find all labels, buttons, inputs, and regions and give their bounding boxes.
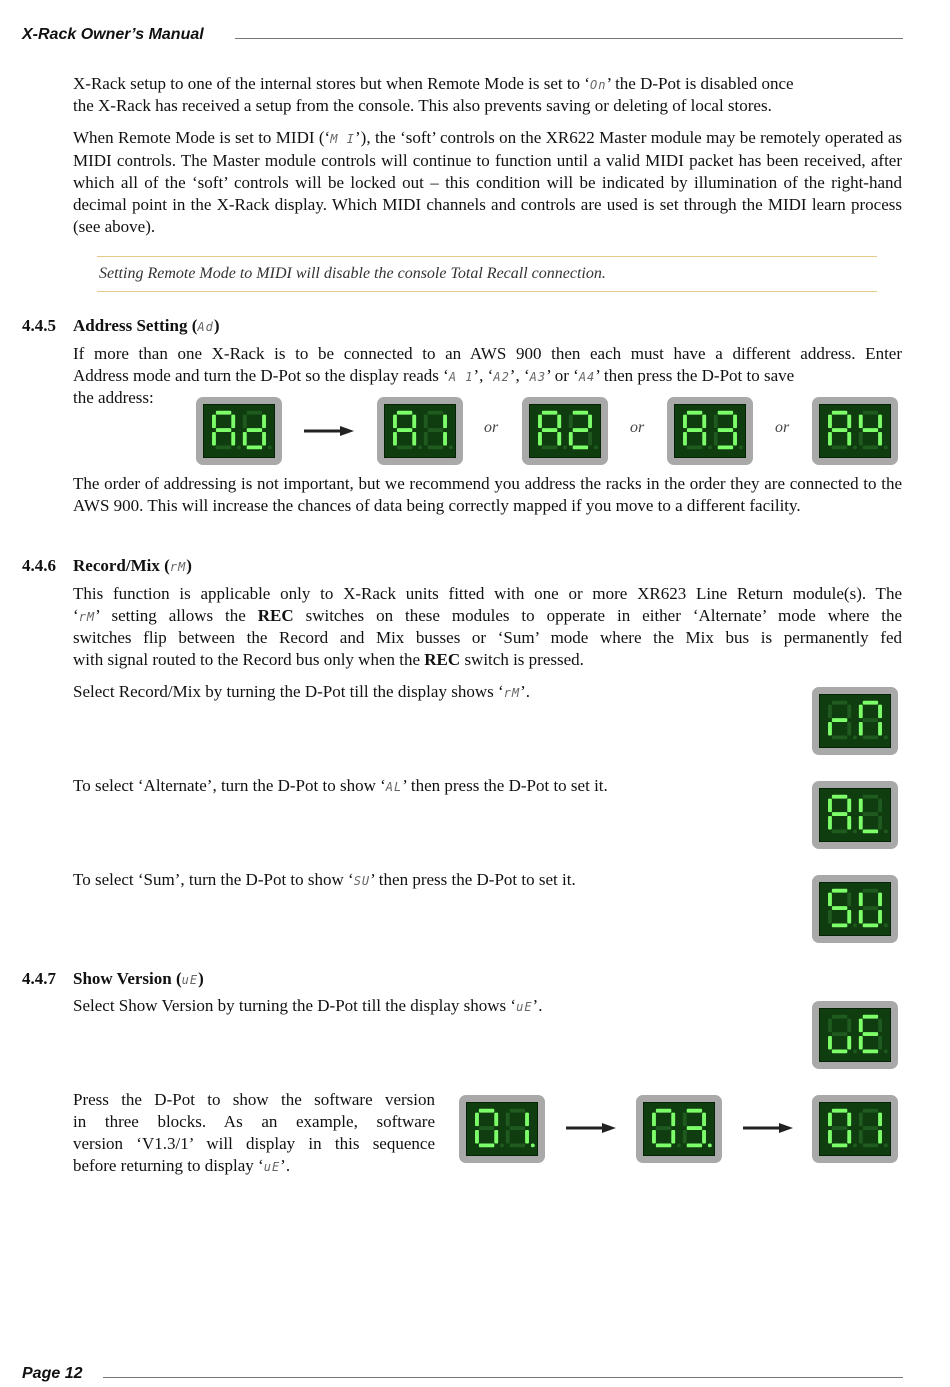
- led-decimal-point: [853, 1049, 857, 1053]
- led-segment: [847, 799, 851, 812]
- led-segment: [683, 415, 687, 428]
- led-decimal-point: [708, 1143, 712, 1147]
- led-decimal-point: [853, 735, 857, 739]
- page-number: Page 12: [22, 1365, 83, 1382]
- led-segment: [832, 812, 847, 816]
- led-segment: [832, 1049, 847, 1053]
- section-number-446: 4.4.6: [22, 556, 56, 575]
- led-decimal-point: [739, 445, 743, 449]
- led-segment: [506, 1130, 510, 1143]
- led-segment: [412, 432, 416, 445]
- led-decimal-point: [237, 445, 241, 449]
- led-segment: [702, 1130, 706, 1143]
- led-segment: [443, 415, 447, 428]
- led-segment: [714, 415, 718, 428]
- led-segment: [859, 1130, 863, 1143]
- led-segment: [687, 428, 702, 432]
- note-text: Setting Remote Mode to MIDI will disable the console Total Recall connection.: [99, 265, 606, 282]
- record-mix-select-text: Select Record/Mix by turning the D-Pot till the display shows ‘rM’.: [73, 682, 530, 701]
- version-line-3: version ‘V1.3/1’ will display in this sequence: [73, 1134, 435, 1153]
- led-segment: [832, 718, 847, 722]
- led-segment: [828, 1036, 832, 1049]
- address-line-1: If more than one X-Rack is to be connected to an AWS 900 then each must have a different address. Enter: [73, 344, 902, 363]
- page-header-title: X-Rack Owner’s Manual: [22, 26, 204, 43]
- led-decimal-point: [418, 445, 422, 449]
- led-segment: [878, 799, 882, 812]
- led-segment: [859, 910, 863, 923]
- led-segment: [832, 1032, 847, 1036]
- led-segment: [828, 722, 832, 735]
- led-segment: [832, 701, 847, 705]
- led-segment: [863, 1049, 878, 1053]
- led-segment: [243, 415, 247, 428]
- section-number-445: 4.4.5: [22, 316, 56, 335]
- led-segment: [832, 428, 847, 432]
- led-segment: [859, 1113, 863, 1126]
- led-segment: [878, 910, 882, 923]
- led-segment: [718, 411, 733, 415]
- led-segment: [588, 415, 592, 428]
- section-title-record-mix: Record/Mix (rM): [73, 556, 192, 575]
- led-segment: [832, 1109, 847, 1113]
- led-segment: [212, 415, 216, 428]
- led-segment: [847, 1019, 851, 1032]
- led-segment: [878, 1130, 882, 1143]
- led-segment: [828, 705, 832, 718]
- led-segment: [428, 445, 443, 449]
- led-segment: [878, 1036, 882, 1049]
- led-segment: [859, 415, 863, 428]
- led-segment: [542, 428, 557, 432]
- led-segment: [557, 415, 561, 428]
- led-segment: [652, 1130, 656, 1143]
- display-a4: [812, 397, 898, 465]
- led-segment: [878, 816, 882, 829]
- led-decimal-point: [853, 1143, 857, 1147]
- led-segment: [479, 1126, 494, 1130]
- led-segment: [412, 415, 416, 428]
- led-segment: [671, 1130, 675, 1143]
- led-segment: [683, 1130, 687, 1143]
- led-segment: [494, 1130, 498, 1143]
- led-segment: [510, 1109, 525, 1113]
- led-decimal-point: [884, 829, 888, 833]
- led-segment: [538, 415, 542, 428]
- show-version-select-text: Select Show Version by turning the D-Pot till the display shows ‘uE’.: [73, 996, 543, 1015]
- led-segment: [832, 735, 847, 739]
- led-segment: [687, 1126, 702, 1130]
- led-segment: [859, 705, 863, 718]
- note-box: [97, 256, 877, 292]
- led-segment: [847, 1036, 851, 1049]
- led-decimal-point: [563, 445, 567, 449]
- led-segment: [212, 432, 216, 445]
- led-segment: [656, 1126, 671, 1130]
- arrow-icon: [743, 1122, 793, 1134]
- display-ue: [812, 1001, 898, 1069]
- led-segment: [428, 411, 443, 415]
- led-segment: [828, 910, 832, 923]
- led-segment: [828, 1130, 832, 1143]
- led-segment: [424, 415, 428, 428]
- led-segment: [859, 816, 863, 829]
- display-a2: [522, 397, 608, 465]
- led-segment: [832, 923, 847, 927]
- section-title-address: Address Setting (Ad): [73, 316, 220, 335]
- led-segment: [569, 432, 573, 445]
- led-segment: [247, 428, 262, 432]
- led-segment: [859, 799, 863, 812]
- led-segment: [702, 432, 706, 445]
- led-segment: [863, 889, 878, 893]
- led-segment: [847, 893, 851, 906]
- intro-line-2: the X-Rack has received a setup from the console. This also prevents saving or deleting of local stores.: [73, 96, 772, 115]
- led-segment: [557, 432, 561, 445]
- led-decimal-point: [500, 1143, 504, 1147]
- version-line-1: Press the D-Pot to show the software version: [73, 1090, 435, 1109]
- led-segment: [859, 1036, 863, 1049]
- led-segment: [216, 411, 231, 415]
- led-segment: [424, 432, 428, 445]
- led-segment: [863, 1143, 878, 1147]
- led-segment: [828, 415, 832, 428]
- led-segment: [231, 432, 235, 445]
- led-segment: [828, 1113, 832, 1126]
- led-segment: [475, 1130, 479, 1143]
- section-title-show-version: Show Version (uE): [73, 969, 204, 988]
- led-segment: [832, 795, 847, 799]
- led-segment: [828, 432, 832, 445]
- led-segment: [702, 1113, 706, 1126]
- led-segment: [393, 415, 397, 428]
- led-segment: [863, 1109, 878, 1113]
- led-segment: [687, 1109, 702, 1113]
- led-segment: [216, 428, 231, 432]
- or-label-2: or: [630, 419, 645, 436]
- led-segment: [847, 816, 851, 829]
- led-segment: [506, 1113, 510, 1126]
- intro-line-1: X-Rack setup to one of the internal stores but when Remote Mode is set to ‘On’ the D-Pot is disabled once: [73, 74, 794, 93]
- led-segment: [542, 411, 557, 415]
- address-line-3: the address:: [73, 388, 154, 407]
- led-segment: [262, 432, 266, 445]
- led-segment: [832, 1015, 847, 1019]
- led-segment: [569, 415, 573, 428]
- led-segment: [832, 889, 847, 893]
- led-decimal-point: [268, 445, 272, 449]
- led-decimal-point: [531, 1143, 535, 1147]
- led-decimal-point: [884, 923, 888, 927]
- led-segment: [863, 445, 878, 449]
- led-segment: [832, 906, 847, 910]
- led-segment: [262, 415, 266, 428]
- led-segment: [828, 799, 832, 812]
- led-segment: [863, 1015, 878, 1019]
- led-segment: [479, 1143, 494, 1147]
- led-segment: [863, 795, 878, 799]
- led-segment: [832, 445, 847, 449]
- intro-paragraph-midi: When Remote Mode is set to MIDI (‘M I’), the ‘soft’ controls on the XR622 Master module may be remotely operated as MIDI controls. The Master module controls will continue to function until a valid MIDI packet has been received, after which all of the ‘soft’ controls will be locked out – this condition will be indicated by illumination of the right-hand decimal point in the X-Rack display. Which MIDI channels and controls are used is set through the MIDI learn process (see above).: [73, 128, 902, 236]
- led-segment: [863, 829, 878, 833]
- led-segment: [687, 445, 702, 449]
- record-mix-line-3: switches flip between the Record and Mix busses or ‘Sum’ mode where the Mix bus is permanently fed: [73, 628, 902, 647]
- led-segment: [683, 432, 687, 445]
- or-label-1: or: [484, 419, 499, 436]
- led-segment: [393, 432, 397, 445]
- led-segment: [859, 722, 863, 735]
- led-segment: [231, 415, 235, 428]
- led-segment: [832, 1126, 847, 1130]
- display-a1: [377, 397, 463, 465]
- record-mix-alternate-text: To select ‘Alternate’, turn the D-Pot to show ‘AL’ then press the D-Pot to set it.: [73, 776, 608, 795]
- led-segment: [525, 1113, 529, 1126]
- led-segment: [479, 1109, 494, 1113]
- led-segment: [828, 816, 832, 829]
- arrow-icon: [304, 425, 354, 437]
- led-segment: [878, 1019, 882, 1032]
- led-decimal-point: [594, 445, 598, 449]
- led-segment: [847, 1113, 851, 1126]
- address-line-2: Address mode and turn the D-Pot so the display reads ‘A 1’, ‘A2’, ‘A3’ or ‘A4’ then press the D-Pot to save: [73, 366, 795, 385]
- led-segment: [702, 415, 706, 428]
- led-segment: [863, 1126, 878, 1130]
- led-segment: [859, 1019, 863, 1032]
- led-segment: [863, 411, 878, 415]
- led-decimal-point: [884, 1143, 888, 1147]
- led-decimal-point: [853, 923, 857, 927]
- led-segment: [573, 445, 588, 449]
- led-segment: [216, 445, 231, 449]
- seg-text-on: On: [589, 78, 607, 92]
- led-segment: [847, 432, 851, 445]
- led-segment: [494, 1113, 498, 1126]
- led-segment: [397, 445, 412, 449]
- led-decimal-point: [884, 1049, 888, 1053]
- led-segment: [443, 432, 447, 445]
- led-decimal-point: [708, 445, 712, 449]
- led-decimal-point: [449, 445, 453, 449]
- led-segment: [733, 415, 737, 428]
- led-segment: [878, 893, 882, 906]
- led-segment: [847, 415, 851, 428]
- version-line-2: in three blocks. As an example, software: [73, 1112, 435, 1131]
- led-segment: [832, 829, 847, 833]
- led-segment: [397, 428, 412, 432]
- record-mix-line-2: ‘rM’ setting allows the REC switches on these modules to opperate in either ‘Alternate’ mode where the: [73, 606, 902, 625]
- led-segment: [573, 428, 588, 432]
- display-version-1: [459, 1095, 545, 1163]
- led-segment: [687, 411, 702, 415]
- led-segment: [714, 432, 718, 445]
- led-segment: [878, 415, 882, 428]
- led-segment: [847, 722, 851, 735]
- led-segment: [588, 432, 592, 445]
- address-paragraph-order: The order of addressing is not important, but we recommend you address the racks in the order they are connected to the AWS 900. This will increase the chances of data being correctly mapped if you move to a different facility.: [73, 474, 902, 515]
- display-rm: [812, 687, 898, 755]
- led-segment: [859, 432, 863, 445]
- led-segment: [859, 893, 863, 906]
- led-segment: [573, 411, 588, 415]
- led-segment: [832, 411, 847, 415]
- led-segment: [510, 1126, 525, 1130]
- led-segment: [243, 432, 247, 445]
- display-al: [812, 781, 898, 849]
- led-segment: [863, 718, 878, 722]
- led-segment: [718, 428, 733, 432]
- led-segment: [828, 893, 832, 906]
- record-mix-sum-text: To select ‘Sum’, turn the D-Pot to show ‘SU’ then press the D-Pot to set it.: [73, 870, 576, 889]
- arrow-icon: [566, 1122, 616, 1134]
- led-segment: [247, 445, 262, 449]
- record-mix-line-4: with signal routed to the Record bus only when the REC switch is pressed.: [73, 650, 584, 669]
- led-segment: [652, 1113, 656, 1126]
- led-segment: [542, 445, 557, 449]
- footer-rule: [103, 1377, 903, 1378]
- led-segment: [733, 432, 737, 445]
- display-su: [812, 875, 898, 943]
- led-segment: [718, 445, 733, 449]
- led-segment: [863, 812, 878, 816]
- led-decimal-point: [884, 445, 888, 449]
- led-segment: [847, 1130, 851, 1143]
- record-mix-line-1: This function is applicable only to X-Rack units fitted with one or more XR623 Line Return module(s). The: [73, 584, 902, 603]
- or-label-3: or: [775, 419, 790, 436]
- led-segment: [878, 722, 882, 735]
- led-segment: [397, 411, 412, 415]
- led-segment: [687, 1143, 702, 1147]
- led-segment: [538, 432, 542, 445]
- display-a3: [667, 397, 753, 465]
- led-segment: [863, 428, 878, 432]
- led-decimal-point: [853, 445, 857, 449]
- led-segment: [671, 1113, 675, 1126]
- led-segment: [247, 411, 262, 415]
- section-number-447: 4.4.7: [22, 969, 56, 988]
- led-segment: [656, 1109, 671, 1113]
- led-segment: [863, 906, 878, 910]
- led-segment: [656, 1143, 671, 1147]
- display-version-2: [636, 1095, 722, 1163]
- header-rule: [235, 38, 903, 39]
- led-segment: [475, 1113, 479, 1126]
- led-decimal-point: [677, 1143, 681, 1147]
- led-segment: [847, 910, 851, 923]
- led-segment: [863, 1032, 878, 1036]
- display-version-3: [812, 1095, 898, 1163]
- led-segment: [428, 428, 443, 432]
- led-segment: [828, 1019, 832, 1032]
- led-decimal-point: [853, 829, 857, 833]
- led-segment: [510, 1143, 525, 1147]
- led-decimal-point: [884, 735, 888, 739]
- display-ad: [196, 397, 282, 465]
- led-segment: [863, 701, 878, 705]
- led-segment: [832, 1143, 847, 1147]
- led-segment: [878, 705, 882, 718]
- led-segment: [878, 1113, 882, 1126]
- seg-text-midi: M I: [330, 132, 355, 146]
- led-segment: [878, 432, 882, 445]
- led-segment: [683, 1113, 687, 1126]
- version-line-4: before returning to display ‘uE’.: [73, 1156, 291, 1175]
- led-segment: [863, 923, 878, 927]
- led-segment: [525, 1130, 529, 1143]
- led-segment: [863, 735, 878, 739]
- led-segment: [847, 705, 851, 718]
